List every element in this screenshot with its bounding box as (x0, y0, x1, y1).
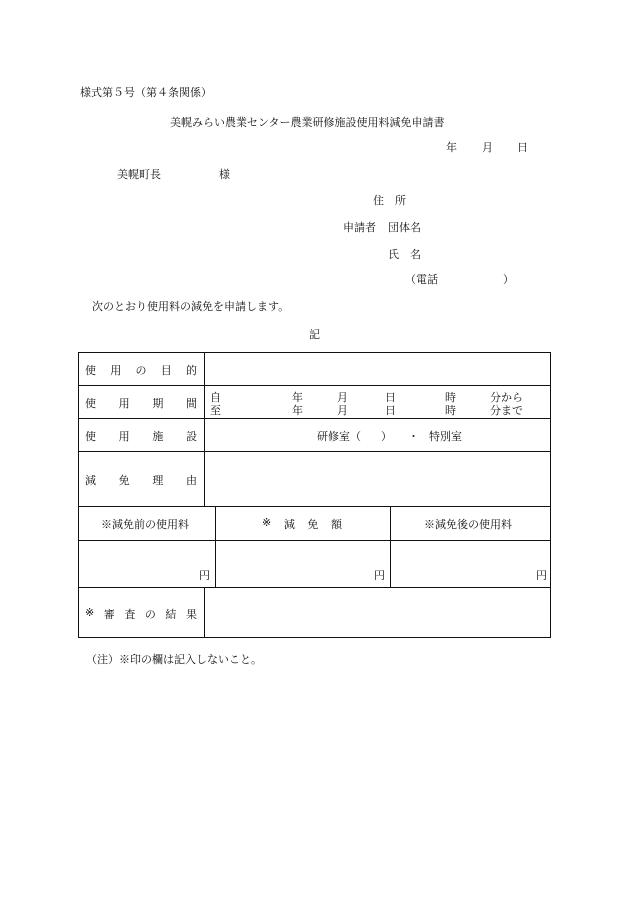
name-label: 氏 名 (388, 248, 421, 261)
to-day-label: 日 (385, 404, 396, 417)
review-result-label: ※ 審 査 の 結 果 (85, 606, 197, 621)
addressee-honorific: 様 (219, 168, 230, 181)
exemption-amount-field[interactable] (216, 541, 389, 587)
facility-label: 使 用 施 設 (85, 430, 197, 443)
to-month-label: 月 (337, 404, 348, 417)
form-number: 様式第５号（第４条関係） (80, 86, 212, 99)
facility-room-option[interactable]: 研修室（ (317, 430, 361, 443)
period-field[interactable] (205, 386, 550, 418)
purpose-field[interactable] (205, 354, 550, 385)
facility-room-close: ） (381, 430, 392, 443)
date-month-label: 月 (482, 141, 493, 154)
fee-before-label: ※減免前の使用料 (101, 518, 189, 531)
ki-label: 記 (309, 328, 320, 341)
phone-close-paren: ） (503, 273, 514, 286)
form-table (78, 352, 551, 638)
period-from-label: 自 (210, 391, 221, 404)
request-text: 次のとおり使用料の減免を申請します。 (92, 300, 290, 313)
date-day-label: 日 (517, 141, 528, 154)
yen-unit-before: 円 (199, 569, 210, 582)
period-label: 使 用 期 間 (85, 397, 197, 410)
from-year-label: 年 (292, 391, 303, 404)
reason-label: 減 免 理 由 (85, 474, 197, 487)
to-minute-label: 分まで (490, 404, 523, 417)
document-title: 美幌みらい農業センター農業研修施設使用料減免申請書 (170, 116, 445, 129)
from-minute-label: 分から (490, 391, 523, 404)
fee-after-field[interactable] (391, 541, 550, 587)
yen-unit-after: 円 (536, 569, 547, 582)
review-result-field[interactable] (205, 588, 550, 637)
period-to-label: 至 (210, 404, 221, 417)
yen-unit-exemption: 円 (374, 569, 385, 582)
exemption-amount-label: ※ 減 免 額 (262, 516, 342, 531)
footer-note: （注）※印の欄は記入しないこと。 (86, 653, 262, 666)
reason-field[interactable] (205, 452, 550, 506)
addressee-name: 美幌町長 (117, 168, 161, 181)
fee-before-field[interactable] (80, 541, 214, 587)
to-hour-label: 時 (445, 404, 456, 417)
from-hour-label: 時 (445, 391, 456, 404)
organization-label: 団体名 (388, 221, 421, 234)
from-month-label: 月 (337, 391, 348, 404)
purpose-label: 使 用 の 目 的 (85, 364, 197, 377)
facility-separator: ・ (408, 430, 419, 443)
to-year-label: 年 (292, 404, 303, 417)
address-label: 住 所 (373, 194, 406, 207)
from-day-label: 日 (385, 391, 396, 404)
facility-special-option[interactable]: 特別室 (429, 430, 462, 443)
date-year-label: 年 (446, 141, 457, 154)
fee-after-label: ※減免後の使用料 (424, 518, 512, 531)
phone-label: （電話 (405, 273, 438, 286)
applicant-label: 申請者 (343, 221, 376, 234)
